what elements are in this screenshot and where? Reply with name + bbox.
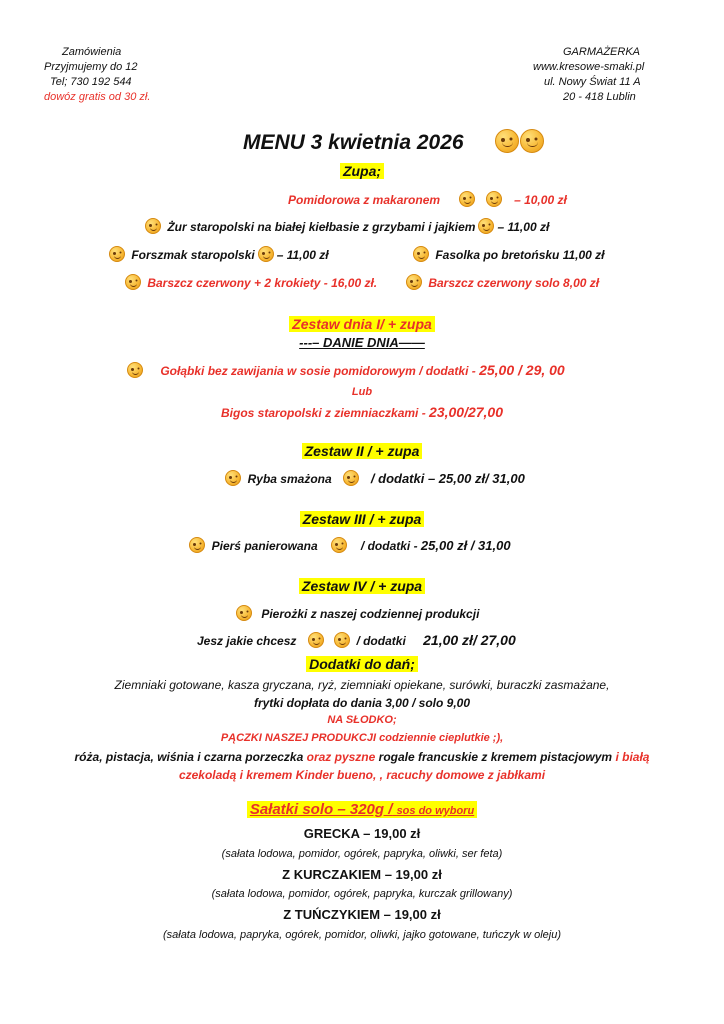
header-left-line-2: Przyjmujemy do 12 — [44, 61, 138, 73]
golabki-label: Gołąbki bez zawijania w sosie pomidorowym / dodatki - — [160, 364, 480, 378]
slodko-line-1a: róża, pistacja, wiśnia i czarna porzeczka — [74, 750, 304, 764]
salatka-tunczyk-desc: (sałata lodowa, papryka, ogórek, pomidor, oliwki, jajko gotowane, tuńczyk w oleju) — [162, 929, 562, 941]
winking-face-icon — [343, 470, 359, 486]
zestaw1-heading-row — [0, 316, 724, 332]
salatki-heading-text: Sałatki solo – 320g / — [249, 801, 393, 818]
jesz-label: Jesz jakie chcesz — [197, 634, 297, 648]
piers-rest: / dodatki - — [360, 539, 421, 553]
bigos-price: 23,00/27,00 — [429, 404, 504, 420]
ryba-row — [222, 470, 525, 486]
slodko-line-1 — [0, 750, 724, 764]
zur-price: – 11,00 zł — [497, 220, 550, 234]
jesz-row — [197, 632, 516, 648]
fasolka-label: Fasolka po bretońsku 11,00 zł — [435, 248, 605, 262]
barszcz-krokiety-label: Barszcz czerwony + 2 krokiety - 16,00 zł. — [147, 276, 378, 290]
zupa-barszcz-solo-row — [403, 274, 599, 290]
zupa-barszcz-krokiety-row — [122, 274, 377, 290]
winking-face-icon — [478, 218, 494, 234]
zestaw4-heading: Zestaw IV / + zupa — [299, 578, 425, 594]
dodatki-heading: Dodatki do dań; — [306, 656, 418, 672]
bigos-row — [0, 404, 724, 420]
zestaw1-heading: Zestaw dnia I/ + zupa — [289, 316, 435, 332]
lub-label: Lub — [351, 386, 373, 398]
slodko-line-2: czekoladą i kremem Kinder bueno, , racuchy domowe z jabłkami — [178, 768, 546, 782]
forszmak-price: – 11,00 zł — [276, 248, 329, 262]
bigos-label: Bigos staropolski z ziemniaczkami - — [220, 406, 430, 420]
winking-face-icon — [406, 274, 422, 290]
zupa-pomidorowa-row — [288, 191, 567, 207]
header-left-line-3: Tel; 730 192 544 — [50, 76, 132, 88]
pierozki-label: Pierożki z naszej codziennej produkcji — [261, 607, 480, 621]
pierozki-row — [233, 605, 479, 621]
salatka-kurczak-desc: (sałata lodowa, pomidor, ogórek, papryka, kurczak grillowany) — [211, 888, 513, 900]
winking-face-icon — [125, 274, 141, 290]
piers-label: Pierś panierowana — [211, 539, 318, 553]
zupa-zur-row — [142, 218, 549, 234]
winking-face-icon — [459, 191, 475, 207]
zestaw3-heading: Zestaw III / + zupa — [300, 511, 425, 527]
paczki-line: PĄCZKI NASZEJ PRODUKCJI codziennie cieplutkie ;), — [220, 732, 504, 744]
winking-face-icon — [189, 537, 205, 553]
pomidorowa-price: – 10,00 zł — [514, 193, 567, 207]
zestaw3-heading-row — [0, 511, 724, 527]
salatka-kurczak-name: Z KURCZAKIEM – 19,00 zł — [282, 867, 442, 882]
salatki-heading-small: sos do wyboru — [396, 805, 475, 817]
golabki-row — [124, 362, 565, 378]
menu-title — [243, 129, 547, 155]
zupa-fasolka-row — [410, 246, 605, 262]
winking-face-icon — [331, 537, 347, 553]
header-right-line-1: GARMAŻERKA — [563, 46, 641, 58]
dodatki-list: Ziemniaki gotowane, kasza gryczana, ryż, ziemniaki opiekane, surówki, buraczki zasmażane, — [114, 678, 610, 692]
salatka-grecka-name: GRECKA – 19,00 zł — [303, 826, 421, 841]
ryba-label: Ryba smażona — [247, 472, 332, 486]
zestaw2-heading: Zestaw II / + zupa — [302, 443, 423, 459]
zur-label: Żur staropolski na białej kiełbasie z grzybami i jajkiem — [167, 220, 476, 234]
header-right-line-2: www.kresowe-smaki.pl — [533, 61, 645, 73]
dodatki-frytki: frytki dopłata do dania 3,00 / solo 9,00 — [253, 696, 471, 710]
slodko-line-1b: oraz pyszne — [306, 750, 376, 764]
salatka-grecka-desc: (sałata lodowa, pomidor, ogórek, papryka, oliwki, ser feta) — [221, 848, 503, 860]
salatki-heading — [247, 801, 477, 818]
jesz-price: 21,00 zł/ 27,00 — [423, 632, 516, 648]
salatka-tunczyk-name: Z TUŃCZYKIEM – 19,00 zł — [283, 907, 441, 922]
dodatki-heading-row — [0, 656, 724, 672]
winking-face-icon — [520, 129, 544, 153]
header-right-line-3: ul. Nowy Świat 11 A — [544, 76, 641, 88]
winking-face-icon — [486, 191, 502, 207]
slodko-heading: NA SŁODKO; — [327, 714, 397, 726]
zestaw2-heading-row — [0, 443, 724, 459]
zupa-forszmak-row — [106, 246, 329, 262]
header-right-line-4: 20 - 418 Lublin — [563, 91, 636, 103]
zestaw4-heading-row — [0, 578, 724, 594]
winking-face-icon — [258, 246, 274, 262]
winking-face-icon — [495, 129, 519, 153]
forszmak-label: Forszmak staropolski — [131, 248, 255, 262]
header-left-line-1: Zamówienia — [62, 46, 122, 58]
header-left-line-4: dowóz gratis od 30 zł. — [44, 91, 151, 103]
pomidorowa-label: Pomidorowa z makaronem — [288, 193, 441, 207]
zupa-heading-row — [0, 163, 724, 179]
winking-face-icon — [334, 632, 350, 648]
winking-face-icon — [413, 246, 429, 262]
salatki-heading-row — [0, 801, 724, 818]
winking-face-icon — [308, 632, 324, 648]
slodko-line-1c: rogale francuskie z kremem pistacjowym — [378, 750, 613, 764]
menu-title-text: MENU 3 kwietnia 2026 — [243, 131, 464, 154]
winking-face-icon — [127, 362, 143, 378]
piers-row — [186, 537, 511, 553]
ryba-rest: / dodatki – 25,00 zł/ 31,00 — [370, 471, 525, 486]
danie-dnia: ---– DANIE DNIA—— — [299, 335, 425, 350]
golabki-price: 25,00 / 29, 00 — [479, 362, 565, 378]
winking-face-icon — [236, 605, 252, 621]
winking-face-icon — [145, 218, 161, 234]
barszcz-solo-label: Barszcz czerwony solo 8,00 zł — [428, 276, 600, 290]
jesz-rest: / dodatki — [356, 634, 406, 648]
winking-face-icon — [225, 470, 241, 486]
winking-face-icon — [109, 246, 125, 262]
zupa-heading: Zupa; — [340, 163, 384, 179]
piers-price: 25,00 zł / 31,00 — [420, 538, 511, 553]
slodko-line-1d: i białą — [615, 750, 650, 764]
